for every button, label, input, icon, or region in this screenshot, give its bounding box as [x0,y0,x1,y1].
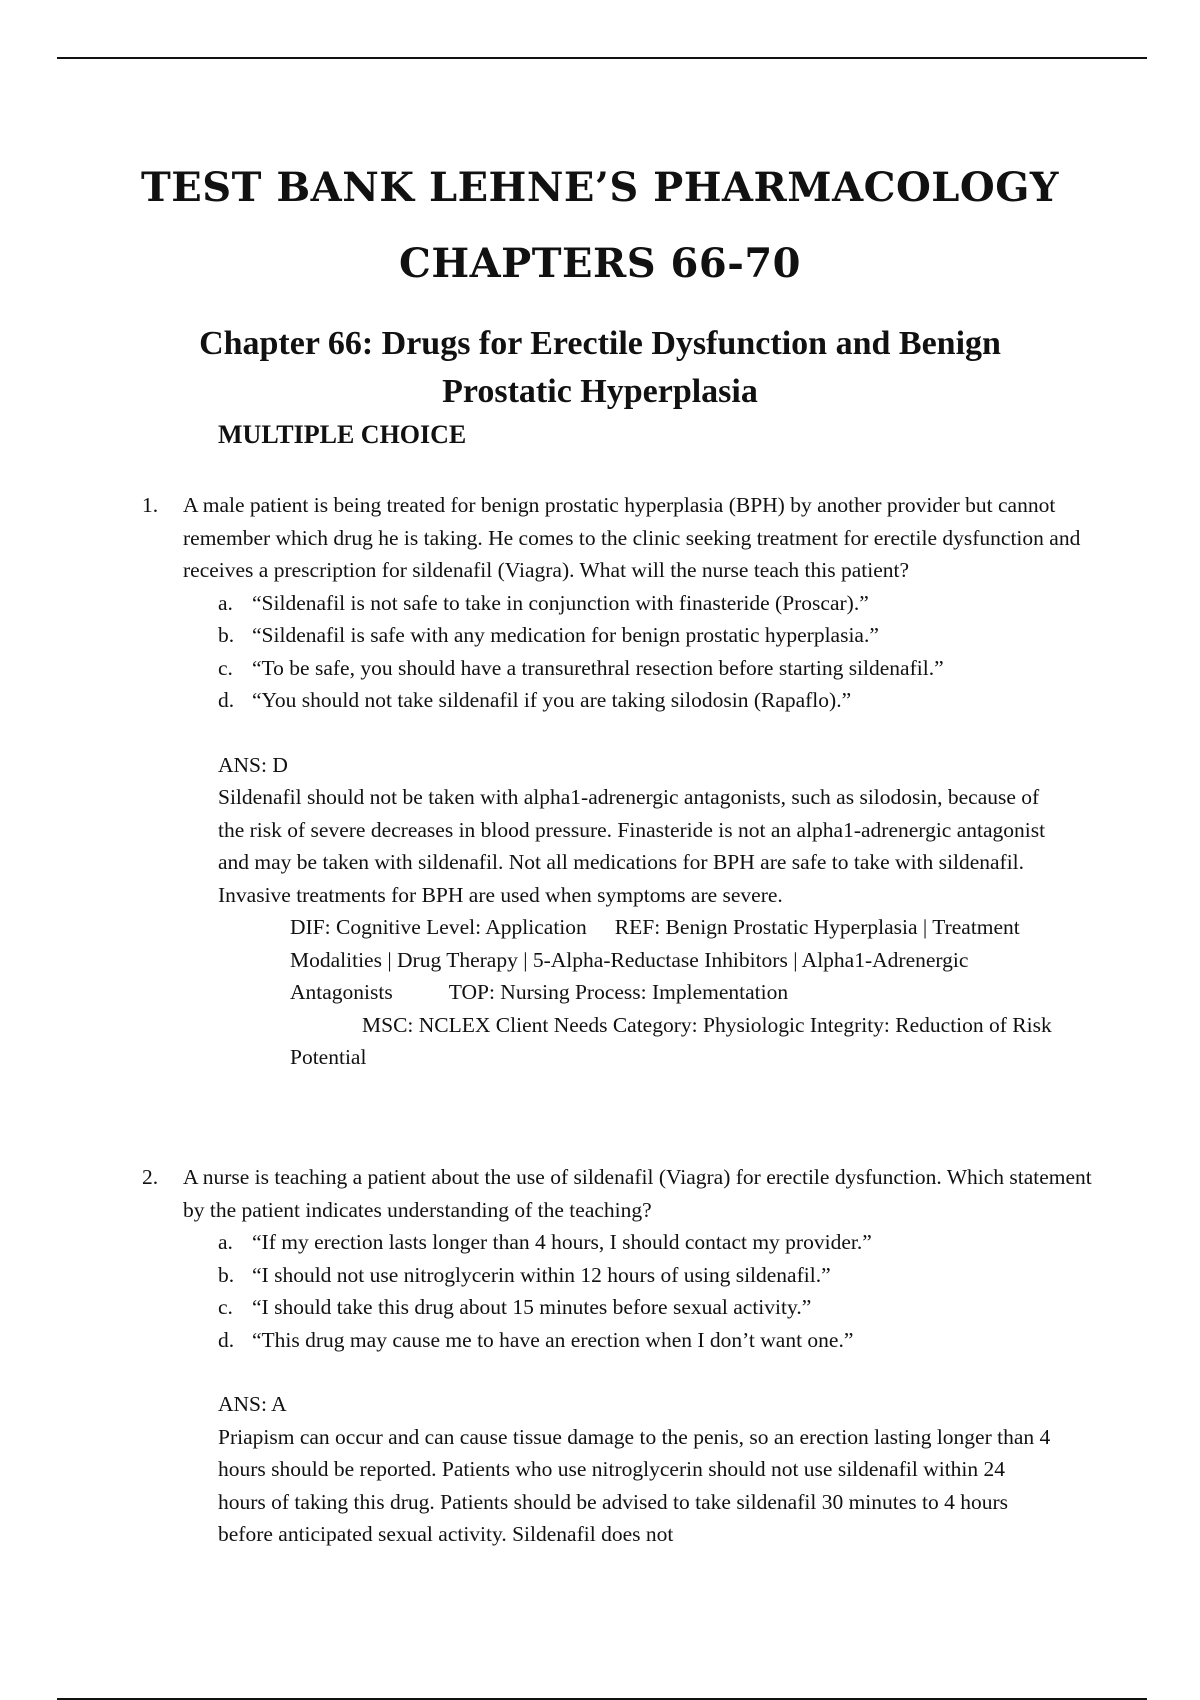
choice-text: “I should not use nitroglycerin within 12 hours of using sildenafil.” [252,1262,831,1287]
question-2 [142,1161,1102,1551]
choice-letter: b. [218,623,235,647]
question-1 [142,489,1102,1074]
choice-b [218,619,1102,652]
choice-letter: c. [218,1295,233,1319]
choice-d [218,1324,1102,1357]
choice-a [218,1226,1102,1259]
document-title [0,150,1200,302]
answer-key: ANS: D [218,752,288,777]
choice-letter: b. [218,1262,235,1287]
section-heading: MULTIPLE CHOICE [218,420,467,449]
msc-category: MSC: NCLEX Client Needs Category: Physiologic Integrity: Reduction of Risk Potential [290,1012,1052,1069]
choice-c [218,652,1102,685]
choice-c [218,1291,1102,1324]
answer-choices [218,587,1102,717]
question-metadata [290,911,1070,1074]
choice-text: “I should take this drug about 15 minutes before sexual activity.” [252,1295,812,1319]
choice-text: “Sildenafil is safe with any medication for benign prostatic hyperplasia.” [252,623,879,647]
answer-key: ANS: A [218,1392,287,1416]
choice-text: “To be safe, you should have a transurethral resection before starting sildenafil.” [252,655,944,680]
document-title-line2: CHAPTERS 66-70 [399,240,801,287]
choice-text: “This drug may cause me to have an erection when I don’t want one.” [252,1327,854,1352]
question-stem: A nurse is teaching a patient about the use of sildenafil (Viagra) for erectile dysfunction. Which statement by the patient indicates understanding of the teaching? [183,1165,1092,1222]
choice-text: “Sildenafil is not safe to take in conjunction with finasteride (Proscar).” [252,590,869,615]
choice-letter: d. [218,688,235,712]
difficulty: DIF: Cognitive Level: Application [290,915,587,939]
choice-text: “You should not take sildenafil if you are taking silodosin (Rapaflo).” [252,688,852,712]
reference: REF: Benign Prostatic Hyperplasia | Treatment Modalities | Drug Therapy | 5-Alpha-Reductase Inhibitors | Alpha1-Adrenergic Antagonists [290,915,1020,1004]
topic: TOP: Nursing Process: Implementation [448,980,789,1004]
rationale: Sildenafil should not be taken with alpha1-adrenergic antagonists, such as silodosin, because of the risk of severe decreases in blood pressure. Finasteride is not an alpha1-adrenergic antagonist and may be taken with sildenafil. Not all medications for BPH are safe to take with sildenafil. Invasive treatments for BPH are used when symptoms are severe. [218,785,1046,907]
rationale: Priapism can occur and can cause tissue damage to the penis, so an erection lasting longer than 4 hours should be reported. Patients who use nitroglycerin should not use sildenafil within 24 hours of taking this drug. Patients should be advised to take sildenafil 30 minutes to 4 hours before anticipated sexual activity. Sildenafil does not [218,1424,1051,1546]
question-stem: A male patient is being treated for benign prostatic hyperplasia (BPH) by another provider but cannot remember which drug he is taking. He comes to the clinic seeking treatment for erectile dysfunction and receives a prescription for sildenafil (Viagra). What will the nurse teach this patient? [183,493,1081,582]
choice-letter: a. [218,1230,233,1254]
question-number: 1. [142,493,159,517]
chapter-title: Chapter 66: Drugs for Erectile Dysfunction and Benign Prostatic Hyperplasia [199,325,1001,410]
choice-letter: c. [218,655,233,680]
choice-text: “If my erection lasts longer than 4 hours, I should contact my provider.” [252,1230,872,1254]
answer-choices [218,1226,1102,1356]
choice-a [218,587,1102,620]
choice-letter: a. [218,590,233,615]
question-number: 2. [142,1165,159,1189]
choice-letter: d. [218,1327,235,1352]
document-title-line1: TEST BANK LEHNE’S PHARMACOLOGY [141,164,1059,211]
choice-b [218,1259,1102,1292]
top-rule [57,57,1147,59]
choice-d [218,684,1102,717]
